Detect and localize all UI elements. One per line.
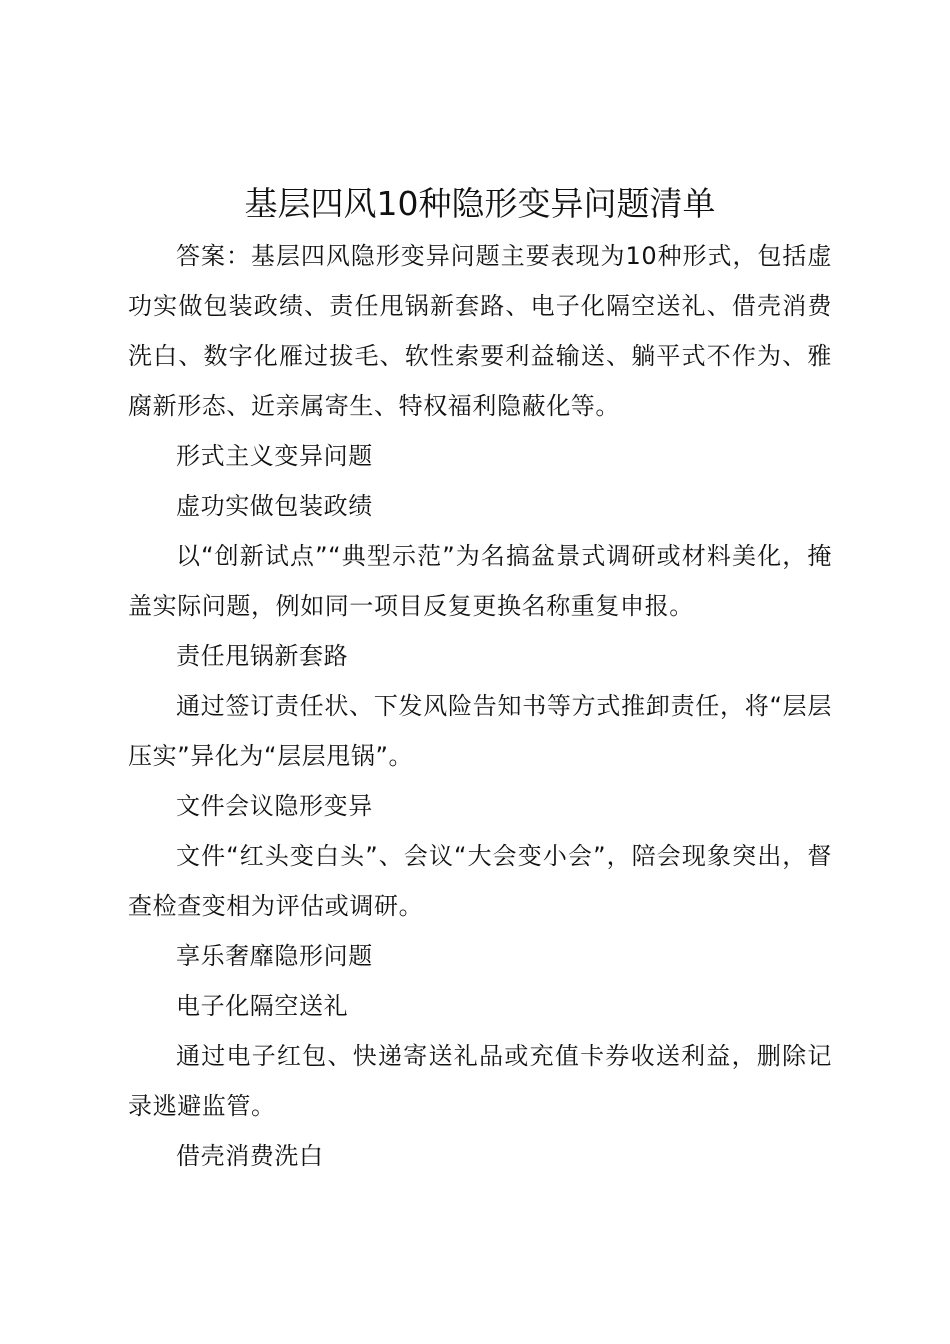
document-title: 基层四风10种隐形变异问题清单 — [244, 184, 716, 223]
document-body — [128, 231, 832, 1181]
body-paragraph: 以“创新试点”“典型示范”为名搞盆景式调研或材料美化，掩盖实际问题，例如同一项目反复更换名称重复申报。 — [128, 542, 832, 620]
subheading-documents-meetings: 文件会议隐形变异 — [176, 792, 373, 820]
section-heading-hedonism: 享乐奢靡隐形问题 — [176, 942, 373, 970]
section-heading-formalism: 形式主义变异问题 — [176, 442, 373, 470]
body-paragraph: 通过签订责任状、下发风险告知书等方式推卸责任，将“层层压实”异化为“层层甩锅”。 — [128, 692, 832, 770]
body-paragraph: 通过电子红包、快递寄送礼品或充值卡券收送利益，删除记录逃避监管。 — [128, 1042, 832, 1120]
subheading-blame-shifting: 责任甩锅新套路 — [176, 642, 349, 670]
subheading-virtual-work: 虚功实做包装政绩 — [176, 492, 373, 520]
subheading-consumption-laundering: 借壳消费洗白 — [176, 1142, 324, 1170]
subheading-electronic-gifts: 电子化隔空送礼 — [176, 992, 349, 1020]
answer-paragraph: 答案：基层四风隐形变异问题主要表现为10种形式，包括虚功实做包装政绩、责任甩锅新套路、电子化隔空送礼、借壳消费洗白、数字化雁过拔毛、软性索要利益输送、躺平式不作为、雅腐新形态、近亲属寄生、特权福利隐蔽化等。 — [128, 242, 832, 420]
body-paragraph: 文件“红头变白头”、会议“大会变小会”，陪会现象突出，督查检查变相为评估或调研。 — [128, 842, 832, 920]
